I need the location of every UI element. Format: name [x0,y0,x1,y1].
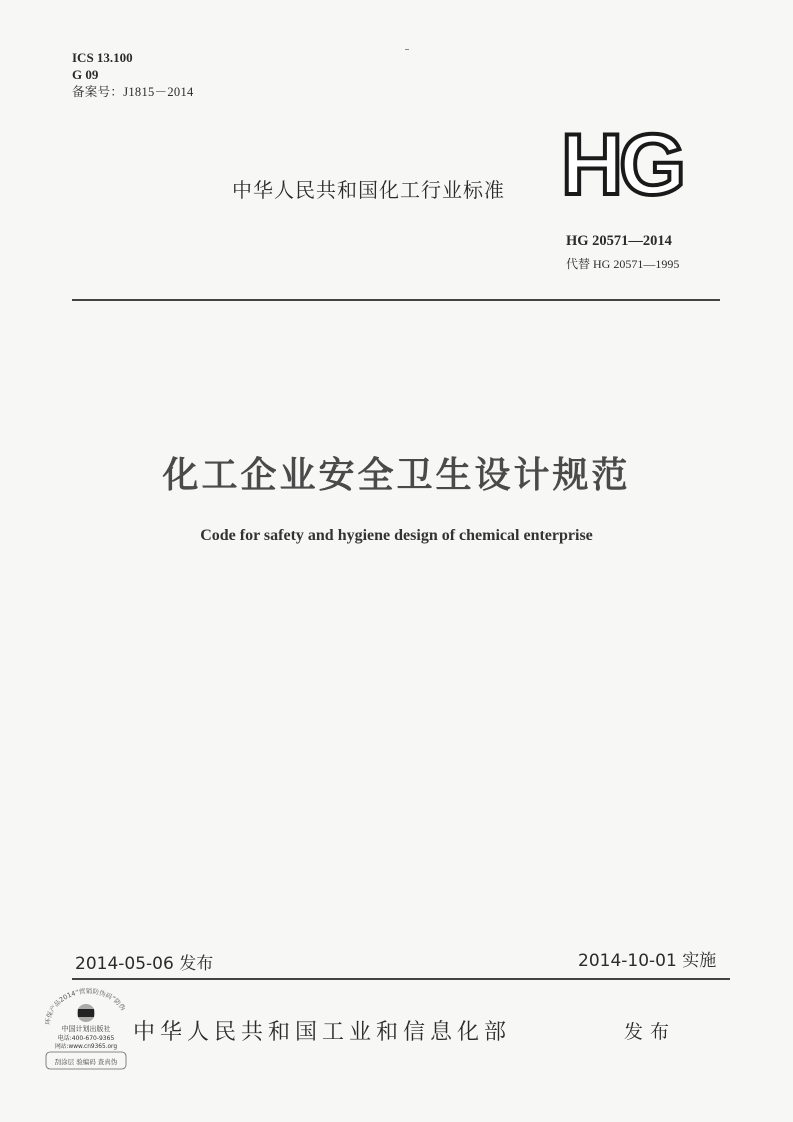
stamp-bottom-text: 刮涂层 验编码 查真伪 [54,1058,118,1066]
publish-date: 2014-05-06 发布 [75,954,214,974]
implement-date: 2014-10-01 实施 [578,951,717,971]
hg-logo-icon [559,128,707,202]
stamp-emblem-icon [77,1004,95,1022]
ics-code: ICS 13.100 [72,50,133,65]
anti-counterfeit-stamp [38,985,134,1081]
standard-number: HG 20571—2014 [566,233,672,249]
record-number: 备案号：J1815－2014 [72,85,194,99]
ccs-code: G 09 [72,67,99,82]
standard-category: 中华人民共和国化工行业标准 [232,178,505,202]
footer-divider [72,978,730,980]
hg-logo-text: HG [561,128,682,202]
header-divider [72,299,720,301]
issuer-name: 中华人民共和国工业和信息化部 [133,1020,512,1045]
stamp-arc-text: 环保产品2014“营销防伪码”防伪 [43,987,128,1026]
title-chinese: 化工企业安全卫生设计规范 [162,455,631,496]
stamp-website: 网站:www.cn9365.org [54,1044,118,1050]
replaces-standard: 代替 HG 20571—1995 [566,257,680,271]
title-english: Code for safety and hygiene design of chemical enterprise [200,527,593,544]
stamp-phone: 电话:400-670-9365 [57,1035,115,1042]
stamp-publisher: 中国计划出版社 [61,1025,111,1033]
issue-label: 发布 [624,1021,677,1043]
scan-speck [405,49,409,50]
